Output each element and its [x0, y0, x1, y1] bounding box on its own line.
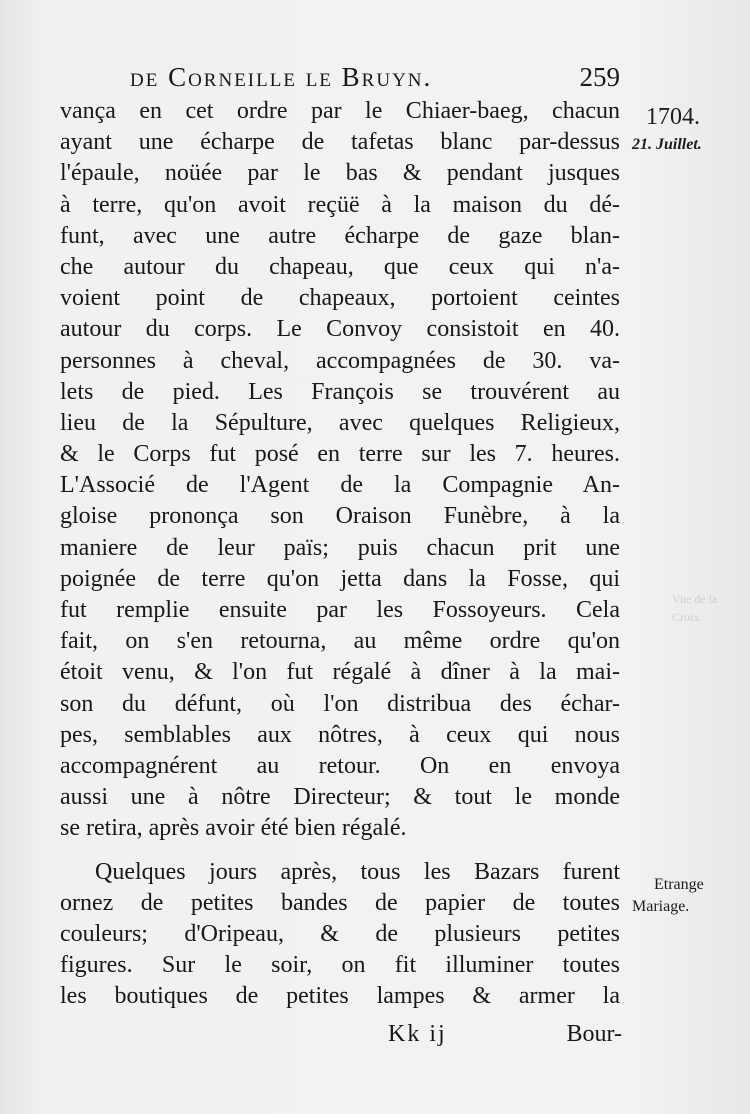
- text-line: Quelques jours après, tous les Bazars furent: [95, 858, 620, 885]
- text-line: pes, semblables aux nôtres, à ceux qui nous: [60, 721, 620, 748]
- text-line: fait, on s'en retourna, au même ordre qu'on: [60, 628, 620, 655]
- text-line: son du défunt, où l'on distribua des échar-: [60, 690, 620, 717]
- page-number: 259: [579, 62, 620, 92]
- margin-note-mariage: Mariage.: [632, 898, 690, 915]
- text-line: autour du corps. Le Convoy consistoit en 40.: [60, 316, 620, 343]
- text-line: poignée de terre qu'on jetta dans la Fosse, qui: [60, 565, 620, 592]
- text-line: personnes à cheval, accompagnées de 30. va-: [60, 347, 620, 374]
- text-line: aussi une à nôtre Directeur; & tout le monde: [60, 784, 620, 811]
- text-line: l'épaule, noüée par le bas & pendant jusques: [60, 160, 620, 187]
- bleed-through-text: [672, 590, 732, 650]
- text-line: étoit venu, & l'on fut régalé à dîner à la mai-: [60, 659, 620, 686]
- bleed-through-line: Vue de la: [672, 592, 718, 606]
- text-line: ornez de petites bandes de papier de toutes: [60, 889, 620, 916]
- margin-note-etrange: Etrange: [654, 876, 704, 893]
- body-text: [60, 96, 620, 1012]
- text-line: voient point de chapeaux, portoient ceintes: [60, 285, 620, 312]
- text-line: gloise prononça son Oraison Funèbre, à la: [60, 503, 620, 530]
- catchword: Bour-: [566, 1021, 622, 1047]
- text-line: accompagnérent au retour. On en envoya: [60, 752, 620, 779]
- text-line: ayant une écharpe de tafetas blanc par-dessus: [60, 129, 620, 156]
- text-line: L'Associé de l'Agent de la Compagnie An-: [60, 472, 620, 499]
- text-line: figures. Sur le soir, on fit illuminer toutes: [60, 952, 620, 979]
- text-line: fut remplie ensuite par les Fossoyeurs. Cela: [60, 597, 620, 623]
- text-line: funt, avec une autre écharpe de gaze blan-: [60, 222, 620, 249]
- text-line: lets de pied. Les François se trouvérent au: [60, 378, 620, 405]
- paragraph-gap: [60, 845, 620, 857]
- text-line: & le Corps fut posé en terre sur les 7. heures.: [60, 441, 620, 468]
- text-line: à terre, qu'on avoit reçüë à la maison du dé-: [60, 191, 620, 218]
- text-line: se retira, après avoir été bien régalé.: [60, 815, 407, 842]
- running-head: [130, 62, 620, 98]
- text-line: les boutiques de petites lampes & armer la: [60, 983, 620, 1010]
- margin-note-date: 21. Juillet.: [632, 136, 702, 153]
- text-line: vança en cet ordre par le Chiaer-baeg, chacun: [60, 98, 620, 124]
- margin-note-year: 1704.: [646, 104, 700, 130]
- text-line: maniere de leur païs; puis chacun prit une: [60, 534, 620, 561]
- page-footer: [388, 1021, 622, 1055]
- signature-mark: Kk ij: [388, 1021, 447, 1047]
- text-line: lieu de la Sépulture, avec quelques Religieux,: [60, 409, 620, 436]
- text-line: couleurs; d'Oripeau, & de plusieurs petites: [60, 920, 620, 947]
- running-title: de Corneille le Bruyn.: [130, 62, 433, 92]
- text-line: che autour du chapeau, que ceux qui n'a-: [60, 253, 620, 280]
- bleed-through-line: Croix.: [672, 610, 703, 624]
